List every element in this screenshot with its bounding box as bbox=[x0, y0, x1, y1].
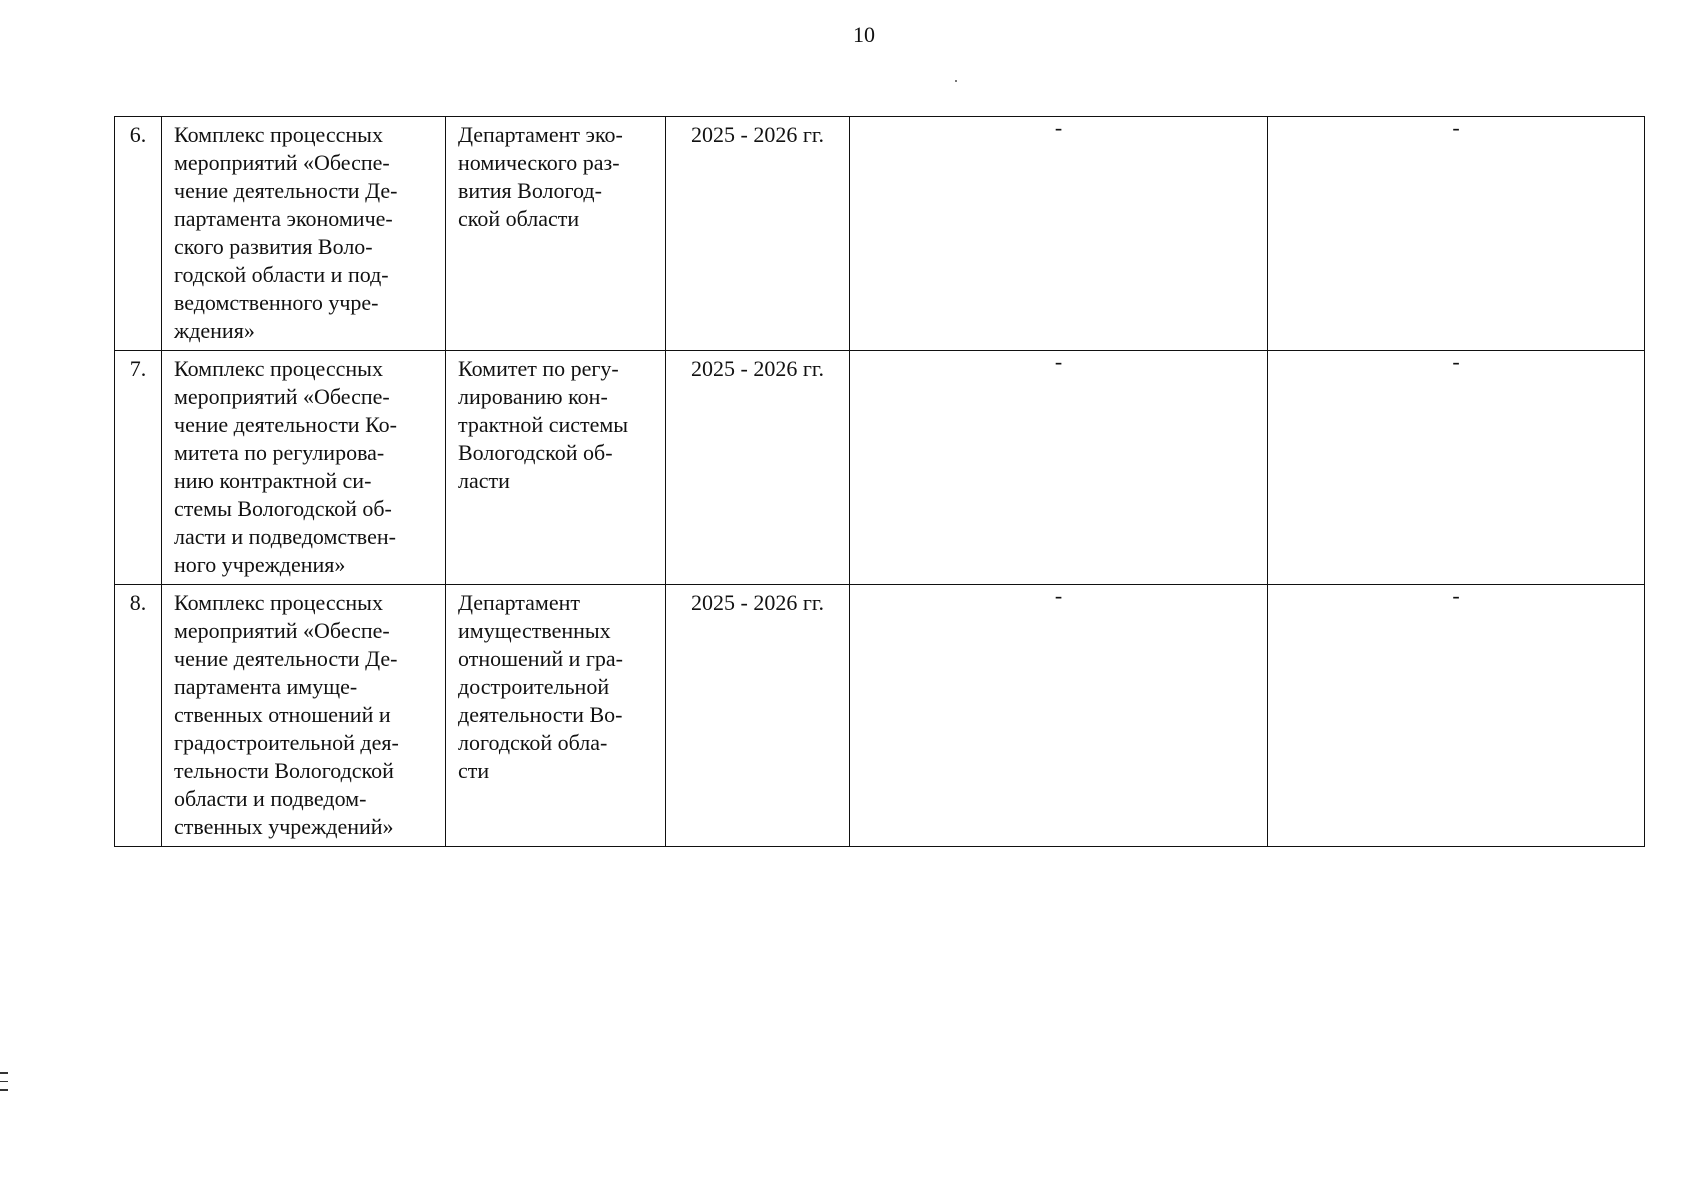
executor-text: Комитет по регу- лированию кон- трактной системы Вологодской об- ласти bbox=[458, 356, 629, 493]
column-5-value: - bbox=[850, 117, 1268, 351]
column-6-value: - bbox=[1268, 117, 1645, 351]
page-number: 10 bbox=[853, 22, 875, 47]
period: 2025 - 2026 гг. bbox=[666, 585, 850, 847]
margin-line bbox=[0, 1072, 8, 1074]
measure-name bbox=[162, 117, 446, 351]
table-row bbox=[115, 351, 1645, 585]
column-5-value: - bbox=[850, 351, 1268, 585]
measure-name-text: Комплекс процессных мероприятий «Обеспе- чение деятельности Де- партамента экономиче- ского развития Воло- годской области и под- ведомственного учре- ждения» bbox=[174, 122, 398, 343]
period: 2025 - 2026 гг. bbox=[666, 351, 850, 585]
measure-name-text: Комплекс процессных мероприятий «Обеспе- чение деятельности Де- партамента имуще- ственных отношений и градостроительной дея- тельности Вологодской области и подведом- ственных учреждений» bbox=[174, 590, 399, 839]
executor-text: Департамент эко- номического раз- вития Вологод- ской области bbox=[458, 122, 623, 231]
row-number: 6. bbox=[115, 117, 162, 351]
executor bbox=[446, 351, 666, 585]
scan-artifact-dot bbox=[955, 80, 957, 82]
executor-text: Департамент имущественных отношений и гра- достроительной деятельности Во- логодской обла- сти bbox=[458, 590, 624, 783]
measure-name-text: Комплекс процессных мероприятий «Обеспе- чение деятельности Ко- митета по регулирова- нию контрактной си- стемы Вологодской об- ласти и подведомствен- ного учреждения» bbox=[174, 356, 397, 577]
scan-margin-mark bbox=[0, 1072, 8, 1098]
margin-line bbox=[0, 1081, 8, 1083]
measure-name bbox=[162, 585, 446, 847]
table-row bbox=[115, 585, 1645, 847]
measure-name bbox=[162, 351, 446, 585]
column-6-value: - bbox=[1268, 351, 1645, 585]
executor bbox=[446, 585, 666, 847]
executor bbox=[446, 117, 666, 351]
period: 2025 - 2026 гг. bbox=[666, 117, 850, 351]
column-6-value: - bbox=[1268, 585, 1645, 847]
measures-table bbox=[114, 116, 1645, 847]
row-number: 8. bbox=[115, 585, 162, 847]
table-row bbox=[115, 117, 1645, 351]
margin-line bbox=[0, 1089, 8, 1091]
column-5-value: - bbox=[850, 585, 1268, 847]
row-number: 7. bbox=[115, 351, 162, 585]
